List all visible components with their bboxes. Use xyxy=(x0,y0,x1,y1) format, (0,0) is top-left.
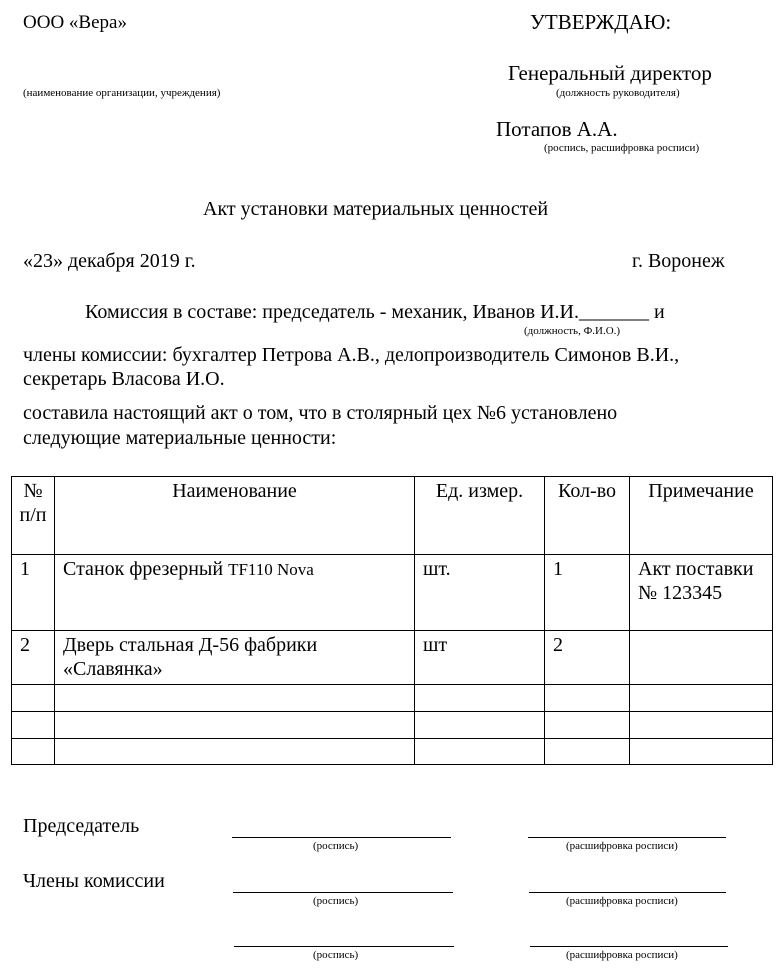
member1-sign-line xyxy=(233,892,453,893)
header-name: Наименование xyxy=(55,477,415,555)
approve-heading: УТВЕРЖДАЮ: xyxy=(530,10,672,34)
table-row xyxy=(12,555,773,631)
chairman-label: Председатель xyxy=(23,815,140,837)
row-name-text: Станок фрезерный xyxy=(63,558,224,580)
commission-line: Комиссия в составе: председатель - механик, Иванов И.И._______ и xyxy=(85,301,665,323)
document-city: г. Воронеж xyxy=(632,250,725,272)
header-qty: Кол-во xyxy=(545,477,630,555)
signer-caption: (роспись, расшифровка росписи) xyxy=(544,142,700,154)
organization-caption: (наименование организации, учреждения) xyxy=(23,87,221,99)
header-note: Примечание xyxy=(630,477,773,555)
row-note xyxy=(630,631,773,685)
row-qty: 1 xyxy=(545,555,630,631)
items-table xyxy=(11,476,773,765)
members-label: Члены комиссии xyxy=(23,870,165,892)
chairman-decode-caption: (расшифровка росписи) xyxy=(566,840,678,852)
member2-decode-caption: (расшифровка росписи) xyxy=(566,949,678,961)
member1-decode-line xyxy=(529,892,726,893)
chairman-sign-caption: (роспись) xyxy=(313,840,359,852)
member1-decode-caption: (расшифровка росписи) xyxy=(566,895,678,907)
row-number: 1 xyxy=(12,555,55,631)
statement-line-2: следующие материальные ценности: xyxy=(23,427,337,449)
director-position: Генеральный директор xyxy=(508,61,712,85)
statement-line-1: составила настоящий акт о том, что в столярный цех №6 установлено xyxy=(23,402,618,424)
row-unit: шт. xyxy=(415,555,545,631)
member1-sign-caption: (роспись) xyxy=(313,895,359,907)
row-number: 2 xyxy=(12,631,55,685)
member2-decode-line xyxy=(530,946,728,947)
table-row xyxy=(12,631,773,685)
document-title: Акт установки материальных ценностей xyxy=(203,198,549,220)
row-note: Акт поставки № 123345 xyxy=(630,555,773,631)
member2-sign-caption: (роспись) xyxy=(313,949,359,961)
commission-caption: (должность, Ф.И.О.) xyxy=(524,325,621,337)
member2-sign-line xyxy=(234,946,454,947)
table-empty-row xyxy=(12,712,773,739)
header-number: № п/п xyxy=(12,477,55,555)
table-header-row xyxy=(12,477,773,555)
table-empty-row xyxy=(12,685,773,712)
position-caption: (должность руководителя) xyxy=(556,87,680,99)
members-line-1: члены комиссии: бухгалтер Петрова А.В., делопроизводитель Симонов В.И., xyxy=(23,344,680,366)
row-qty: 2 xyxy=(545,631,630,685)
chairman-decode-line xyxy=(528,837,726,838)
document-date: «23» декабря 2019 г. xyxy=(23,250,196,272)
header-unit: Ед. измер. xyxy=(415,477,545,555)
row-name xyxy=(55,555,415,631)
director-name: Потапов А.А. xyxy=(496,117,618,141)
members-line-2: секретарь Власова И.О. xyxy=(23,368,225,390)
chairman-sign-line xyxy=(232,837,451,838)
row-name: Дверь стальная Д-56 фабрики «Славянка» xyxy=(55,631,415,685)
row-unit: шт xyxy=(415,631,545,685)
table-empty-row xyxy=(12,739,773,765)
organization-name: ООО «Вера» xyxy=(23,12,127,33)
row-model: TF110 Nova xyxy=(228,560,314,579)
